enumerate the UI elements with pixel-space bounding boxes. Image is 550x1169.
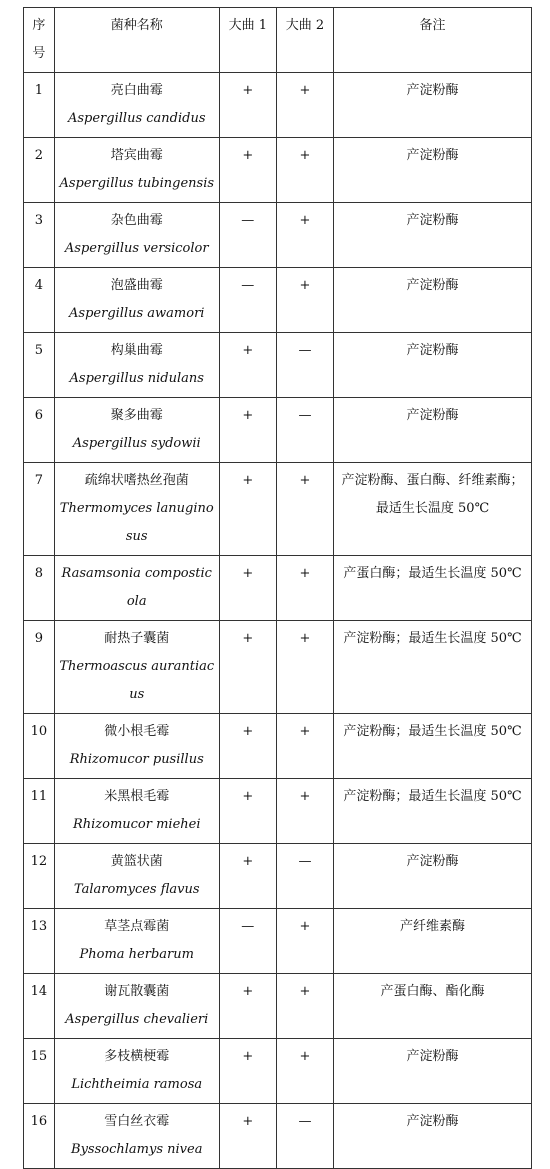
row-daqu-2-presence: +: [276, 714, 333, 779]
table-row: [24, 333, 532, 398]
strain-latin-name: Rasamsonia composticola: [61, 566, 212, 609]
table-row: [24, 73, 532, 138]
row-serial-number: 1: [24, 73, 55, 138]
table-row: [24, 714, 532, 779]
row-remarks: 产淀粉酶: [334, 138, 532, 203]
row-strain-name: [54, 844, 219, 909]
row-serial-number: 13: [24, 909, 55, 974]
strain-chinese-name: 多枝横梗霉: [104, 1049, 170, 1064]
row-remarks: 产淀粉酶、蛋白酶、纤维素酶；最适生长温度 50℃: [334, 463, 532, 556]
table-row: [24, 268, 532, 333]
row-strain-name: [54, 138, 219, 203]
row-serial-number: 7: [24, 463, 55, 556]
table-row: [24, 621, 532, 714]
row-daqu-1-presence: +: [219, 556, 276, 621]
strain-latin-name: Byssochlamys nivea: [71, 1142, 203, 1157]
strain-chinese-name: 亮白曲霉: [110, 83, 163, 98]
row-serial-number: 9: [24, 621, 55, 714]
strain-latin-name: Aspergillus nidulans: [69, 371, 204, 386]
row-strain-name: [54, 714, 219, 779]
row-remarks: 产淀粉酶: [334, 268, 532, 333]
row-strain-name: [54, 73, 219, 138]
strain-chinese-name: 构巢曲霉: [110, 343, 163, 358]
table-row: [24, 203, 532, 268]
table-row: [24, 844, 532, 909]
table-header-row: [24, 8, 532, 73]
row-serial-number: 11: [24, 779, 55, 844]
strain-chinese-name: 耐热子囊菌: [104, 631, 170, 646]
table-row: [24, 1104, 532, 1169]
row-remarks: 产纤维素酶: [334, 909, 532, 974]
strain-chinese-name: 聚多曲霉: [110, 408, 163, 423]
strain-latin-name: Phoma herbarum: [79, 947, 194, 962]
table-row: [24, 1039, 532, 1104]
row-remarks: 产淀粉酶: [334, 1104, 532, 1169]
document-page: [23, 7, 532, 1169]
row-strain-name: [54, 268, 219, 333]
strain-latin-name: Aspergillus versicolor: [64, 241, 209, 256]
row-daqu-1-presence: +: [219, 138, 276, 203]
row-strain-name: [54, 203, 219, 268]
table-row: [24, 138, 532, 203]
row-remarks: 产淀粉酶: [334, 73, 532, 138]
strain-chinese-name: 米黑根毛霉: [104, 789, 170, 804]
strain-chinese-name: 微小根毛霉: [104, 724, 170, 739]
row-serial-number: 16: [24, 1104, 55, 1169]
header-remarks: 备注: [334, 8, 532, 73]
strain-latin-name: Rhizomucor miehei: [72, 817, 201, 832]
row-strain-name: [54, 621, 219, 714]
strain-latin-name: Thermomyces lanuginosus: [59, 501, 214, 544]
strain-chinese-name: 泡盛曲霉: [110, 278, 163, 293]
row-strain-name: [54, 909, 219, 974]
row-strain-name: [54, 974, 219, 1039]
row-daqu-1-presence: —: [219, 268, 276, 333]
strain-latin-name: Rhizomucor pusillus: [69, 752, 204, 767]
row-daqu-2-presence: +: [276, 621, 333, 714]
row-remarks: 产淀粉酶；最适生长温度 50℃: [334, 779, 532, 844]
row-serial-number: 8: [24, 556, 55, 621]
row-daqu-2-presence: —: [276, 844, 333, 909]
row-remarks: 产蛋白酶、酯化酶: [334, 974, 532, 1039]
strain-chinese-name: 塔宾曲霉: [110, 148, 163, 163]
row-daqu-2-presence: +: [276, 73, 333, 138]
row-daqu-2-presence: +: [276, 779, 333, 844]
row-strain-name: [54, 1104, 219, 1169]
strain-chinese-name: 雪白丝衣霉: [104, 1114, 170, 1129]
row-serial-number: 6: [24, 398, 55, 463]
strain-chinese-name: 黄篮状菌: [110, 854, 163, 869]
row-daqu-2-presence: +: [276, 1039, 333, 1104]
row-serial-number: 3: [24, 203, 55, 268]
row-daqu-2-presence: +: [276, 138, 333, 203]
table-row: [24, 974, 532, 1039]
row-daqu-2-presence: —: [276, 398, 333, 463]
row-strain-name: [54, 556, 219, 621]
row-daqu-1-presence: +: [219, 779, 276, 844]
row-strain-name: [54, 333, 219, 398]
strain-chinese-name: 草茎点霉菌: [104, 919, 170, 934]
table-row: [24, 909, 532, 974]
row-daqu-2-presence: +: [276, 268, 333, 333]
row-remarks: 产淀粉酶: [334, 1039, 532, 1104]
row-daqu-2-presence: +: [276, 203, 333, 268]
strain-latin-name: Aspergillus awamori: [69, 306, 205, 321]
strain-latin-name: Aspergillus sydowii: [72, 436, 201, 451]
row-daqu-1-presence: +: [219, 844, 276, 909]
strain-table: [23, 7, 532, 1169]
row-remarks: 产淀粉酶: [334, 844, 532, 909]
row-strain-name: [54, 398, 219, 463]
row-strain-name: [54, 779, 219, 844]
row-daqu-1-presence: +: [219, 1104, 276, 1169]
row-daqu-1-presence: +: [219, 621, 276, 714]
row-remarks: 产淀粉酶；最适生长温度 50℃: [334, 714, 532, 779]
table-row: [24, 398, 532, 463]
strain-chinese-name: 疏绵状嗜热丝孢菌: [84, 473, 189, 488]
row-daqu-1-presence: —: [219, 909, 276, 974]
row-remarks: 产淀粉酶: [334, 203, 532, 268]
row-serial-number: 12: [24, 844, 55, 909]
strain-chinese-name: 杂色曲霉: [110, 213, 163, 228]
header-daqu-2: 大曲 2: [276, 8, 333, 73]
row-daqu-2-presence: +: [276, 974, 333, 1039]
row-remarks: 产淀粉酶: [334, 398, 532, 463]
row-serial-number: 5: [24, 333, 55, 398]
strain-latin-name: Thermoascus aurantiacus: [59, 659, 215, 702]
header-strain-name: 菌种名称: [54, 8, 219, 73]
row-remarks: 产蛋白酶；最适生长温度 50℃: [334, 556, 532, 621]
table-row: [24, 556, 532, 621]
row-daqu-1-presence: +: [219, 73, 276, 138]
table-row: [24, 779, 532, 844]
row-daqu-2-presence: —: [276, 333, 333, 398]
row-daqu-2-presence: +: [276, 909, 333, 974]
row-daqu-2-presence: +: [276, 556, 333, 621]
header-daqu-1: 大曲 1: [219, 8, 276, 73]
row-daqu-1-presence: +: [219, 398, 276, 463]
row-daqu-1-presence: +: [219, 714, 276, 779]
row-daqu-2-presence: +: [276, 463, 333, 556]
row-remarks: 产淀粉酶；最适生长温度 50℃: [334, 621, 532, 714]
row-serial-number: 15: [24, 1039, 55, 1104]
row-serial-number: 14: [24, 974, 55, 1039]
row-daqu-1-presence: +: [219, 1039, 276, 1104]
row-daqu-2-presence: —: [276, 1104, 333, 1169]
table-body: [24, 73, 532, 1169]
row-strain-name: [54, 463, 219, 556]
row-remarks: 产淀粉酶: [334, 333, 532, 398]
strain-latin-name: Aspergillus tubingensis: [59, 176, 215, 191]
strain-latin-name: Aspergillus candidus: [67, 111, 206, 126]
row-daqu-1-presence: +: [219, 333, 276, 398]
row-strain-name: [54, 1039, 219, 1104]
header-serial-number: 序号: [24, 8, 55, 73]
row-serial-number: 2: [24, 138, 55, 203]
table-row: [24, 463, 532, 556]
strain-latin-name: Lichtheimia ramosa: [71, 1077, 203, 1092]
row-serial-number: 10: [24, 714, 55, 779]
strain-chinese-name: 谢瓦散囊菌: [104, 984, 170, 999]
row-serial-number: 4: [24, 268, 55, 333]
strain-latin-name: Talaromyces flavus: [73, 882, 200, 897]
row-daqu-1-presence: —: [219, 203, 276, 268]
row-daqu-1-presence: +: [219, 974, 276, 1039]
row-daqu-1-presence: +: [219, 463, 276, 556]
strain-latin-name: Aspergillus chevalieri: [65, 1012, 209, 1027]
